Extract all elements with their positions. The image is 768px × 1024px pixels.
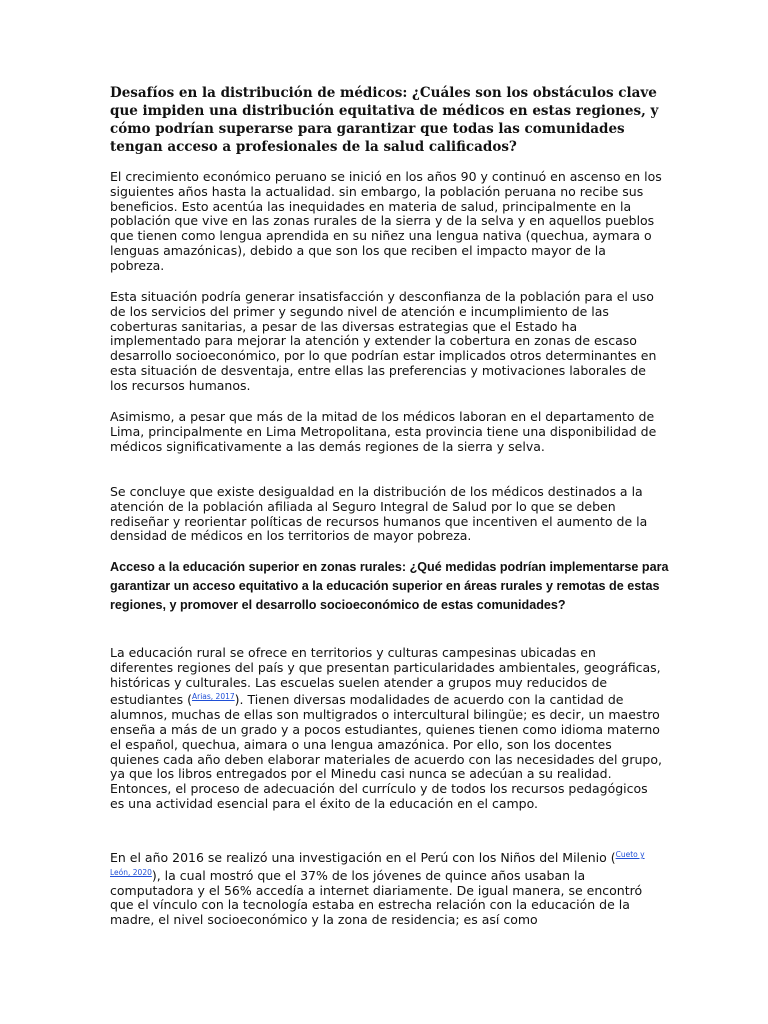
citation-link-cueto-leon[interactable]: Cueto y León, 2020: [110, 850, 645, 877]
paragraph-text: La educación rural se ofrece en territorios y culturas campesinas ubicadas en diferentes regiones del país y que presentan particularidades ambientales, geográficas, históricas y culturales. Las escuelas suelen atender a grupos muy reducidos de estudiantes (: [110, 645, 661, 708]
paragraph-text: ), la cual mostró que el 37% de los jóvenes de quince años usaban la computadora y el 56% accedía a internet diariamente. De igual manera, se encontró que el vínculo con la tecnología estaba en estrecha relación con la educación de la madre, el nivel socioeconómico y la zona de residencia; es así como: [110, 867, 643, 928]
paragraph-text: En el año 2016 se realizó una investigación en el Perú con los Niños del Milenio (: [110, 850, 616, 865]
citation-link-arias[interactable]: Arias, 2017: [191, 692, 235, 702]
paragraph-educacion-rural: [110, 646, 662, 812]
section-heading-medicos: Desafíos en la distribución de médicos: ¿Cuáles son los obstáculos clave que impiden una distribución equitativa de médicos en estas regiones, y cómo podrían superarse para garantizar que todas las comunidades tengan acceso a profesionales de la salud calificados?: [110, 85, 659, 155]
paragraph-crecimiento: El crecimiento económico peruano se inició en los años 90 y continuó en ascenso en los siguientes años hasta la actualidad. sin embargo, la población peruana no recibe sus beneficios. Esto acentúa las inequidades en materia de salud, principalmente en la población que vive en las zonas rurales de la sierra y de la selva y en aquellos pueblos que tienen como lengua aprendida en su niñez una lengua nativa (quechua, aymara o lenguas amazónicas), debido a que son los que reciben el impacto mayor de la pobreza.: [110, 169, 662, 273]
paragraph-asimismo: Asimismo, a pesar que más de la mitad de los médicos laboran en el departamento de Lima, principalmente en Lima Metropolitana, esta provincia tiene una disponibilidad de médicos significativamente a las demás regiones de la sierra y selva.: [110, 409, 657, 454]
paragraph-situacion: Esta situación podría generar insatisfacción y desconfianza de la población para el uso de los servicios del primer y segundo nivel de atención e incumplimiento de las coberturas sanitarias, a pesar de las diversas estrategias que el Estado ha implementado para mejorar la atención y extender la cobertura en zonas de escaso desarrollo socioeconómico, por lo que podrían estar implicados otros determinantes en esta situación de desventaja, entre ellas las preferencias y motivaciones laborales de los recursos humanos.: [110, 289, 657, 393]
paragraph-text: ). Tienen diversas modalidades de acuerdo con la cantidad de alumnos, muchas de ellas son multigrados o intercultural bilingüe; es decir, un maestro enseña a más de un grado y a pocos estudiantes, quienes tienen como idioma materno el español, quechua, aimara o una lengua amazónica. Por ello, son los docentes quienes cada año deben elaborar materiales de acuerdo con las necesidades del grupo, ya que los libros entregados por el Minedu casi nunca se adecúan a su realidad. Entonces, el proceso de adecuación del currículo y de todos los recursos pedagógicos es una actividad esencial para el éxito de la educación en el campo.: [110, 692, 662, 811]
paragraph-ninos-milenio: [110, 848, 662, 928]
section-heading-educacion: Acceso a la educación superior en zonas rurales: ¿Qué medidas podrían implementarse para garantizar un acceso equitativo a la educación superior en áreas rurales y remotas de estas regiones, y promover el desarrollo socioeconómico de estas comunidades?: [110, 560, 669, 612]
paragraph-conclusion: Se concluye que existe desigualdad en la distribución de los médicos destinados a la atención de la población afiliada al Seguro Integral de Salud por lo que se deben rediseñar y reorientar políticas de recursos humanos que incentiven el aumento de la densidad de médicos en los territorios de mayor pobreza.: [110, 484, 648, 544]
